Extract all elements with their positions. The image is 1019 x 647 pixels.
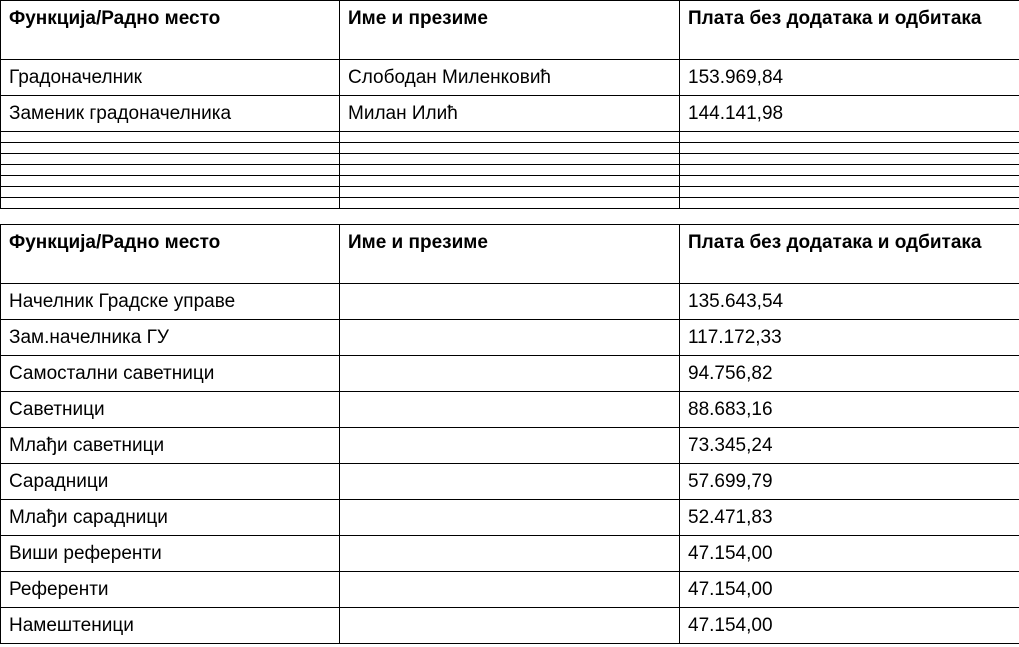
cell-name	[340, 356, 680, 392]
empty-cell	[680, 176, 1019, 187]
cell-salary: 52.471,83	[680, 500, 1019, 536]
empty-cell	[680, 187, 1019, 198]
cell-name	[340, 536, 680, 572]
empty-cell	[680, 165, 1019, 176]
empty-cell	[680, 198, 1019, 209]
empty-row	[1, 154, 1019, 165]
table-row	[1, 96, 1019, 132]
empty-cell	[340, 143, 680, 154]
cell-salary: 47.154,00	[680, 608, 1019, 644]
cell-position: Референти	[1, 572, 340, 608]
cell-position: Самостални саветници	[1, 356, 340, 392]
table-row	[1, 60, 1019, 96]
cell-salary: 47.154,00	[680, 572, 1019, 608]
table-header-row	[1, 1, 1019, 60]
cell-salary: 144.141,98	[680, 96, 1019, 132]
cell-position: Млађи сарадници	[1, 500, 340, 536]
cell-position: Млађи саветници	[1, 428, 340, 464]
cell-name	[340, 464, 680, 500]
empty-row	[1, 132, 1019, 143]
cell-salary: 47.154,00	[680, 536, 1019, 572]
cell-name	[340, 428, 680, 464]
empty-cell	[1, 165, 340, 176]
cell-name	[340, 284, 680, 320]
table-row	[1, 464, 1019, 500]
cell-position: Саветници	[1, 392, 340, 428]
empty-row	[1, 176, 1019, 187]
empty-cell	[680, 132, 1019, 143]
table-row	[1, 428, 1019, 464]
header-salary: Плата без додатака и одбитака	[680, 225, 1019, 284]
empty-row	[1, 165, 1019, 176]
cell-position: Виши референти	[1, 536, 340, 572]
table-row	[1, 608, 1019, 644]
header-position: Функција/Радно место	[1, 225, 340, 284]
cell-position: Намештеници	[1, 608, 340, 644]
cell-salary: 153.969,84	[680, 60, 1019, 96]
empty-cell	[1, 132, 340, 143]
cell-salary: 117.172,33	[680, 320, 1019, 356]
table-row	[1, 320, 1019, 356]
empty-cell	[1, 143, 340, 154]
table-row	[1, 536, 1019, 572]
header-name: Име и презиме	[340, 225, 680, 284]
cell-name	[340, 572, 680, 608]
cell-name	[340, 608, 680, 644]
staff-salary-table	[0, 224, 1019, 644]
header-salary: Плата без додатака и одбитака	[680, 1, 1019, 60]
cell-salary: 73.345,24	[680, 428, 1019, 464]
cell-salary: 94.756,82	[680, 356, 1019, 392]
table-row	[1, 572, 1019, 608]
empty-row	[1, 143, 1019, 154]
cell-position: Сарадници	[1, 464, 340, 500]
empty-cell	[1, 198, 340, 209]
cell-salary: 135.643,54	[680, 284, 1019, 320]
cell-position: Начелник Градске управе	[1, 284, 340, 320]
table-row	[1, 392, 1019, 428]
table-row	[1, 284, 1019, 320]
empty-cell	[1, 154, 340, 165]
officials-salary-table	[0, 0, 1019, 209]
empty-row	[1, 198, 1019, 209]
cell-name: Слободан Миленковић	[340, 60, 680, 96]
empty-cell	[340, 165, 680, 176]
cell-name	[340, 392, 680, 428]
empty-cell	[1, 187, 340, 198]
cell-name	[340, 320, 680, 356]
header-position: Функција/Радно место	[1, 1, 340, 60]
header-name: Име и презиме	[340, 1, 680, 60]
empty-cell	[340, 198, 680, 209]
empty-cell	[680, 154, 1019, 165]
table-header-row	[1, 225, 1019, 284]
empty-cell	[340, 132, 680, 143]
empty-cell	[340, 176, 680, 187]
table-row	[1, 500, 1019, 536]
empty-cell	[340, 187, 680, 198]
table-row	[1, 356, 1019, 392]
empty-cell	[680, 143, 1019, 154]
cell-name	[340, 500, 680, 536]
cell-position: Градоначелник	[1, 60, 340, 96]
cell-salary: 57.699,79	[680, 464, 1019, 500]
cell-position: Зам.начелника ГУ	[1, 320, 340, 356]
cell-name: Милан Илић	[340, 96, 680, 132]
empty-row	[1, 187, 1019, 198]
empty-cell	[1, 176, 340, 187]
cell-position: Заменик градоначелника	[1, 96, 340, 132]
cell-salary: 88.683,16	[680, 392, 1019, 428]
empty-cell	[340, 154, 680, 165]
